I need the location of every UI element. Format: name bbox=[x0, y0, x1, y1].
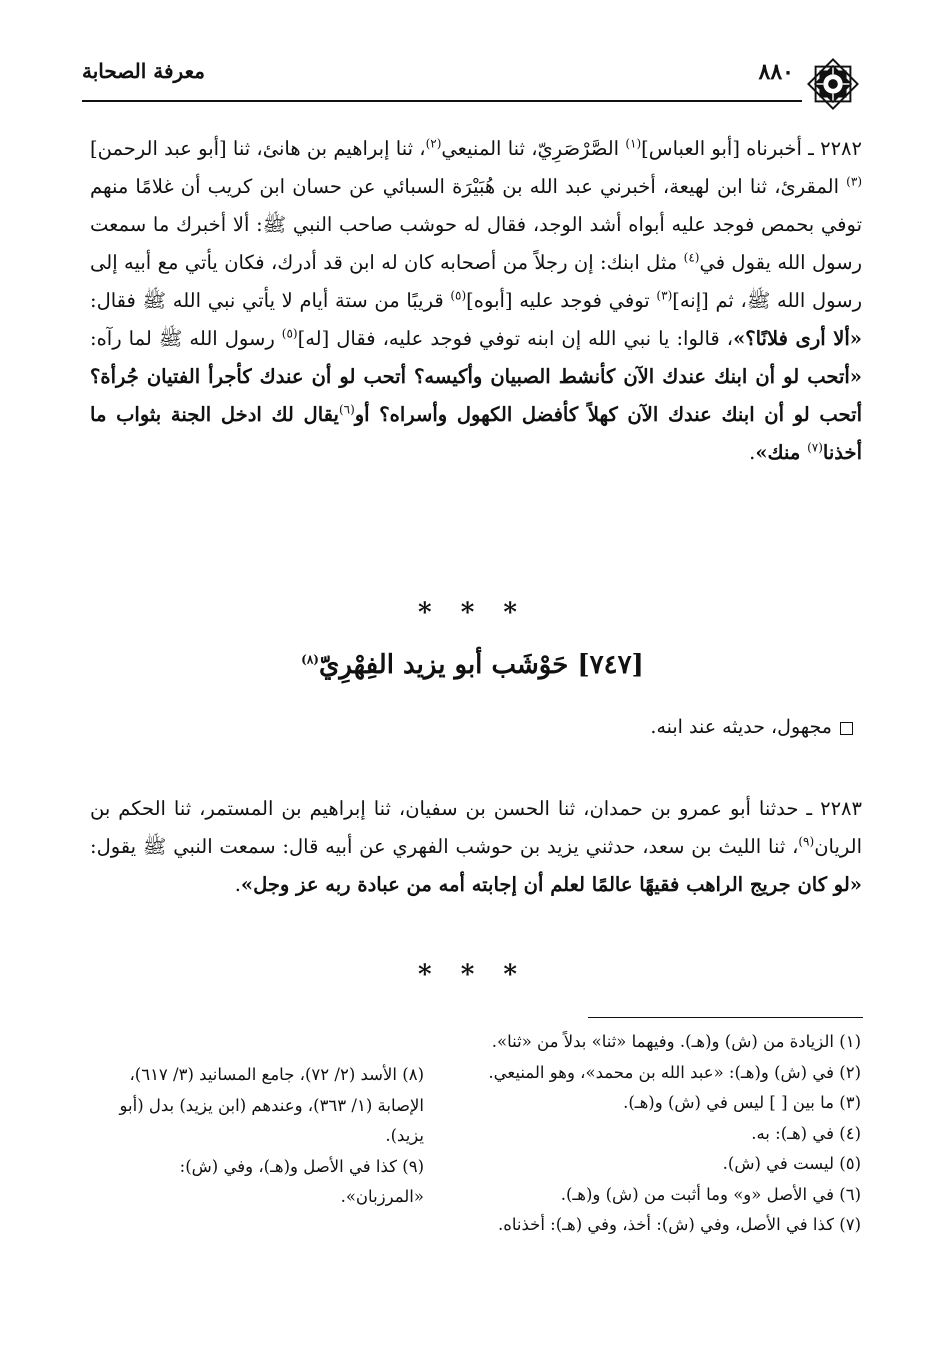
body-text: ٢٢٨٣ ـ حدثنا أبو عمرو بن حمدان، ثنا الحسن بن سفيان، ثنا إبراهيم بن المستمر، ثنا الحكم بن الريان bbox=[90, 797, 862, 858]
body-text: ، ثنا الليث بن سعد، حدثني يزيد بن حوشب الفهري عن أبيه قال: سمعت النبي ﷺ يقول: bbox=[90, 835, 799, 858]
square-bullet-icon bbox=[840, 722, 853, 735]
footnote-ref: (٥) bbox=[281, 326, 298, 341]
footnotes-left-column bbox=[94, 1060, 424, 1213]
footnote-ref: (٧) bbox=[807, 440, 823, 455]
body-text: مثل ابنك: إن رجلاً من أصحابه كان له ابن قد أدرك، فكان يأتي مع أبيه إلى رسول الله ﷺ، ثم [إنه] bbox=[90, 251, 862, 312]
hadith-2283 bbox=[90, 790, 862, 904]
footnote-rule bbox=[588, 1017, 863, 1018]
footnote-item: (٧) كذا في الأصل، وفي (ش): أخذ، وفي (هـ): أخذناه. bbox=[497, 1215, 861, 1234]
body-text: ٢٢٨٢ ـ أخبرناه [أبو العباس] bbox=[641, 137, 862, 160]
bold-hadith-text: «ألا أرى فلانًا؟» bbox=[733, 327, 862, 350]
section-note-text: مجهول، حديثه عند ابنه. bbox=[650, 716, 832, 738]
header-rule bbox=[82, 100, 802, 102]
footnote-ref: (٣) bbox=[656, 288, 673, 303]
footnote-item: (٥) ليست في (ش). bbox=[722, 1154, 861, 1173]
footnote-ref: (٥) bbox=[450, 288, 467, 303]
body-text: توفي فوجد عليه [أبوه] bbox=[466, 289, 657, 312]
footnote-ref: (٤) bbox=[683, 250, 700, 265]
footnote-item: (٨) الأسد (٢/ ٧٢)، جامع المسانيد (٣/ ٦١٧)، الإصابة (١/ ٣٦٣)، وعندهم (ابن يزيد) بدل (أبو يزيد). bbox=[119, 1065, 424, 1145]
section-heading-text: [٧٤٧] حَوْشَب أبو يزيد الفِهْرِيّ bbox=[318, 650, 644, 680]
body-text: ، قالوا: يا نبي الله إن ابنه توفي فوجد عليه، فقال [له] bbox=[297, 327, 734, 350]
section-heading bbox=[0, 650, 945, 680]
bold-hadith-text: «أتحب لو أن ابنك عندك الآن كأنشط الصبيان وأكيسه؟ أتحب لو أن عندك كأجرأ الفتيان جُرأة؟ أتحب لو أن ابنك عندك الآن كهلاً كأفضل الكهول وأسراه؟ أو bbox=[90, 365, 862, 426]
page-header bbox=[82, 55, 864, 99]
running-title: معرفة الصحابة bbox=[82, 59, 205, 83]
body-text: . bbox=[234, 873, 241, 896]
bold-hadith-text: يقال لك ادخل الجنة بثواب ما أخذنا bbox=[90, 403, 862, 464]
footnote-ref: (٦) bbox=[338, 402, 355, 417]
footnote-ref: (٩) bbox=[798, 834, 815, 849]
bold-hadith-text: «لو كان جريج الراهب فقيهًا عالمًا لعلم أن إجابته أمه من عبادة ربه عز وجل» bbox=[240, 873, 862, 896]
footnote-item: (١) الزيادة من (ش) و(هـ). وفيهما «ثنا» بدلاً من «ثنا». bbox=[491, 1032, 861, 1051]
footnote-item: (٣) ما بين [ ] ليس في (ش) و(هـ). bbox=[623, 1093, 861, 1112]
body-text: . bbox=[749, 441, 756, 464]
body-text: رسول الله ﷺ لما رآه: bbox=[90, 327, 282, 350]
octagram-ornament-icon bbox=[804, 55, 862, 113]
section-note bbox=[650, 716, 853, 738]
end-separator: * * * bbox=[418, 960, 527, 990]
page-number: ٨٨٠ bbox=[758, 59, 794, 85]
section-separator: * * * bbox=[418, 598, 527, 628]
footnote-item: (٤) في (هـ): به. bbox=[751, 1123, 861, 1143]
body-text: الصَّرْصَرِيّ، ثنا المنيعي bbox=[441, 137, 626, 160]
footnote-ref: (٣) bbox=[846, 174, 862, 189]
body-text: المقرئ، ثنا ابن لهيعة، أخبرني عبد الله بن هُبَيْرَة السبائي عن حسان ابن كريب أن غلامًا منهم توفي بحمص فوجد عليه أبواه أشد الوجد، فقال له حوشب صاحب النبي ﷺ: ألا أخبرك ما سمعت رسول الله يقول في bbox=[90, 175, 862, 274]
footnote-ref: (٨) bbox=[301, 652, 319, 667]
footnote-item: (٢) في (ش) و(هـ): «عبد الله بن محمد»، وهو المنيعي. bbox=[488, 1062, 861, 1082]
body-text: قريبًا من ستة أيام لا يأتي نبي الله ﷺ فقال: bbox=[90, 289, 451, 312]
footnotes-right-column bbox=[421, 1027, 861, 1241]
hadith-2282 bbox=[90, 130, 862, 472]
footnote-ref: (١) bbox=[625, 136, 642, 151]
body-text: ، ثنا إبراهيم بن هانئ، ثنا [أبو عبد الرحمن] bbox=[90, 137, 426, 160]
footnote-item: (٦) في الأصل «و» وما أثبت من (ش) و(هـ). bbox=[560, 1184, 861, 1204]
footnote-item: (٩) كذا في الأصل و(هـ)، وفي (ش): «المرزبان». bbox=[179, 1156, 424, 1206]
footnote-ref: (٢) bbox=[425, 136, 442, 151]
bold-hadith-text: منك» bbox=[755, 441, 808, 464]
